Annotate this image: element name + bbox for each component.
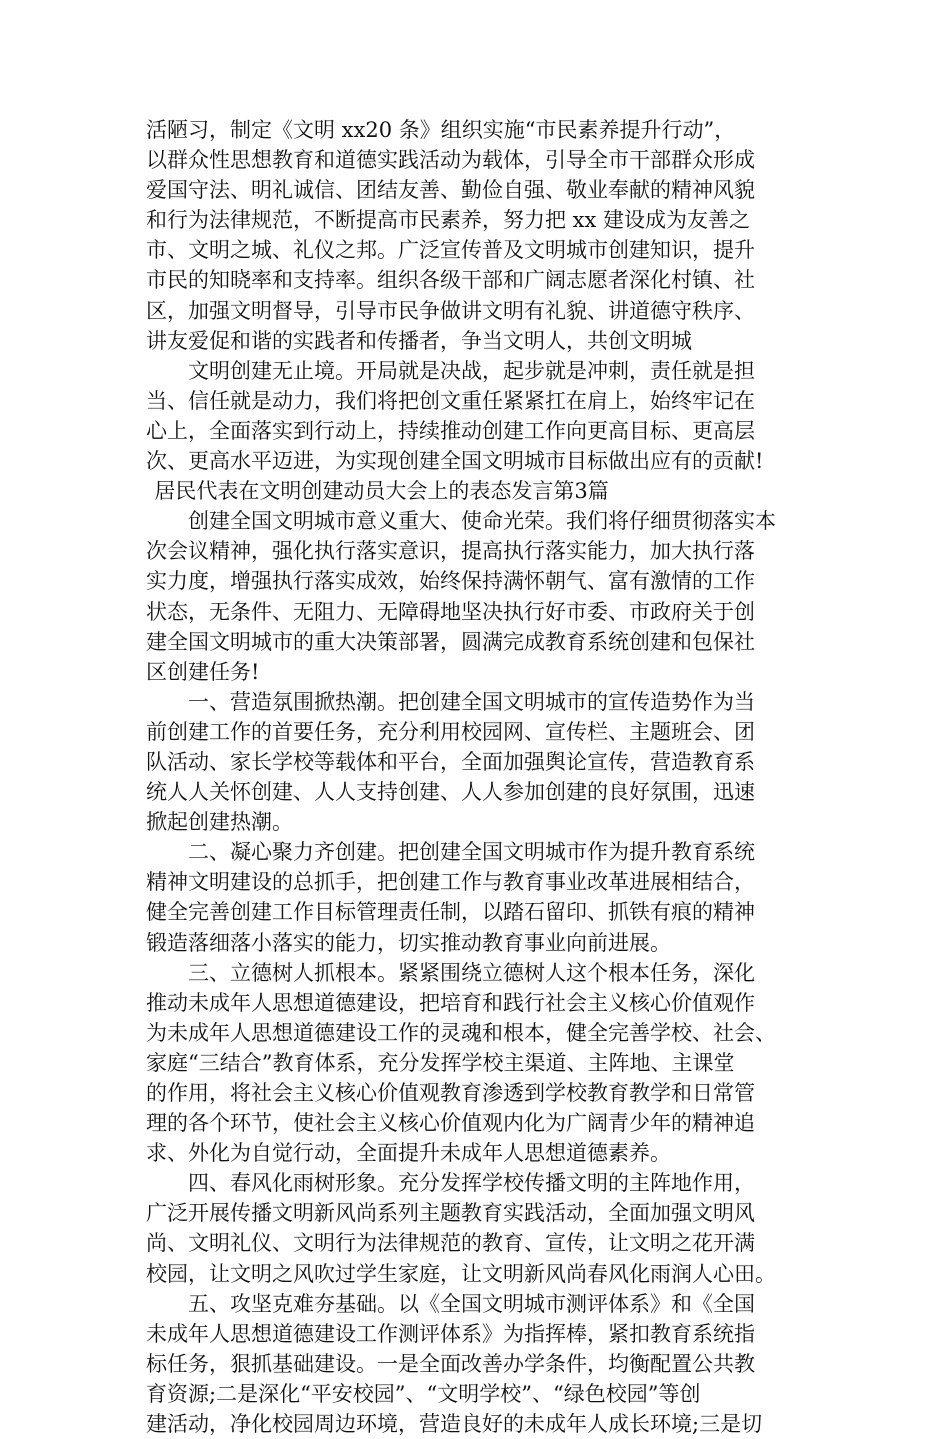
paragraph-1: 活陋习，制定《文明 xx20 条》组织实施“市民素养提升行动”， 以群众性思想教育和道德实践活动为载体，引导全市干部群众形成 爱国守法、明礼诚信、团结友善、勤俭自强、敬业奉献的精神风貌 和行为法律规范，不断提高市民素养，努力把 xx 建设成为友善之 市、文明之城、礼仪之邦。广泛宣传普及文明城市创建知识，提升 市民的知晓率和支持率。组织各级干部和广阔志愿者深化村镇、社 区，加强文明督导，引导市民争做讲文明有礼貌、讲道德守秩序、 讲友爱促和谐的实践者和传播者，争当文明人，共创文明城	[146, 118, 755, 353]
paragraph-3: 创建全国文明城市意义重大、使命光荣。我们将仔细贯彻落实本 次会议精神，强化执行落实意识，提高执行落实能力，加大执行落 实力度，增强执行落实成效，始终保持满怀朝气、富有激情的工作 状态，无条件、无阻力、无障碍地坚决执行好市委、市政府关于创 建全国文明城市的重大决策部署，圆满完成教育系统创建和包保社 区创建任务!	[146, 509, 776, 684]
paragraph-2: 文明创建无止境。开局就是决战，起步就是冲刺，责任就是担 当、信任就是动力，我们将把创文重任紧紧扛在肩上，始终牢记在 心上，全面落实到行动上，持续推动创建工作向更高目标、更高层 次、更高水平迈进，为实现创建全国文明城市目标做出应有的贡献!	[146, 358, 764, 474]
paragraph-7: 四、春风化雨树形象。充分发挥学校传播文明的主阵地作用， 广泛开展传播文明新风尚系列主题教育实践活动，全面加强文明风 尚、文明礼仪、文明行为法律规范的教育、宣传，让文明之花开满 校园，让文明之风吹过学生家庭，让文明新风尚春风化雨润人心田。	[146, 1171, 776, 1286]
document-page	[146, 115, 836, 1439]
paragraph-8: 五、攻坚克难夯基础。以《全国文明城市测评体系》和《全国 未成年人思想道德建设工作测评体系》为指挥棒，紧扣教育系统指 标任务，狠抓基础建设。一是全面改善办学条件，均衡配置公共教 育资源;二是深化“平安校园”、“文明学校”、“绿色校园”等创 建活动，净化校园周边环境，营造良好的未成年人成长环境;三是切	[146, 1291, 763, 1437]
paragraph-4: 一、营造氛围掀热潮。把创建全国文明城市的宣传造势作为当 前创建工作的首要任务，充分利用校园网、宣传栏、主题班会、团 队活动、家长学校等载体和平台，全面加强舆论宣传，营造教育系 统人人关怀创建、人人支持创建、人人参加创建的良好氛围，迅速 掀起创建热潮。	[146, 689, 755, 835]
paragraph-5: 二、凝心聚力齐创建。把创建全国文明城市作为提升教育系统 精神文明建设的总抓手，把创建工作与教育事业改革进展相结合， 健全完善创建工作目标管理责任制，以踏石留印、抓铁有痕的精神 锻造落细落小落实的能力，切实推动教育事业向前进展。	[146, 840, 755, 955]
paragraph-6: 三、立德树人抓根本。紧紧围绕立德树人这个根本任务，深化 推动未成年人思想道德建设，把培育和践行社会主义核心价值观作 为未成年人思想道德建设工作的灵魂和根本，健全完善学校、社会、 家庭“三结合”教育体系，充分发挥学校主渠道、主阵地、主课堂 的作用，将社会主义核心价值观教育渗透到学校教育教学和日常管 理的各个环节，使社会主义核心价值观内化为广阔青少年的精神追 求、外化为自觉行动，全面提升未成年人思想道德素养。	[146, 960, 776, 1166]
section-heading: 居民代表在文明创建动员大会上的表态发言第3篇	[154, 479, 609, 504]
